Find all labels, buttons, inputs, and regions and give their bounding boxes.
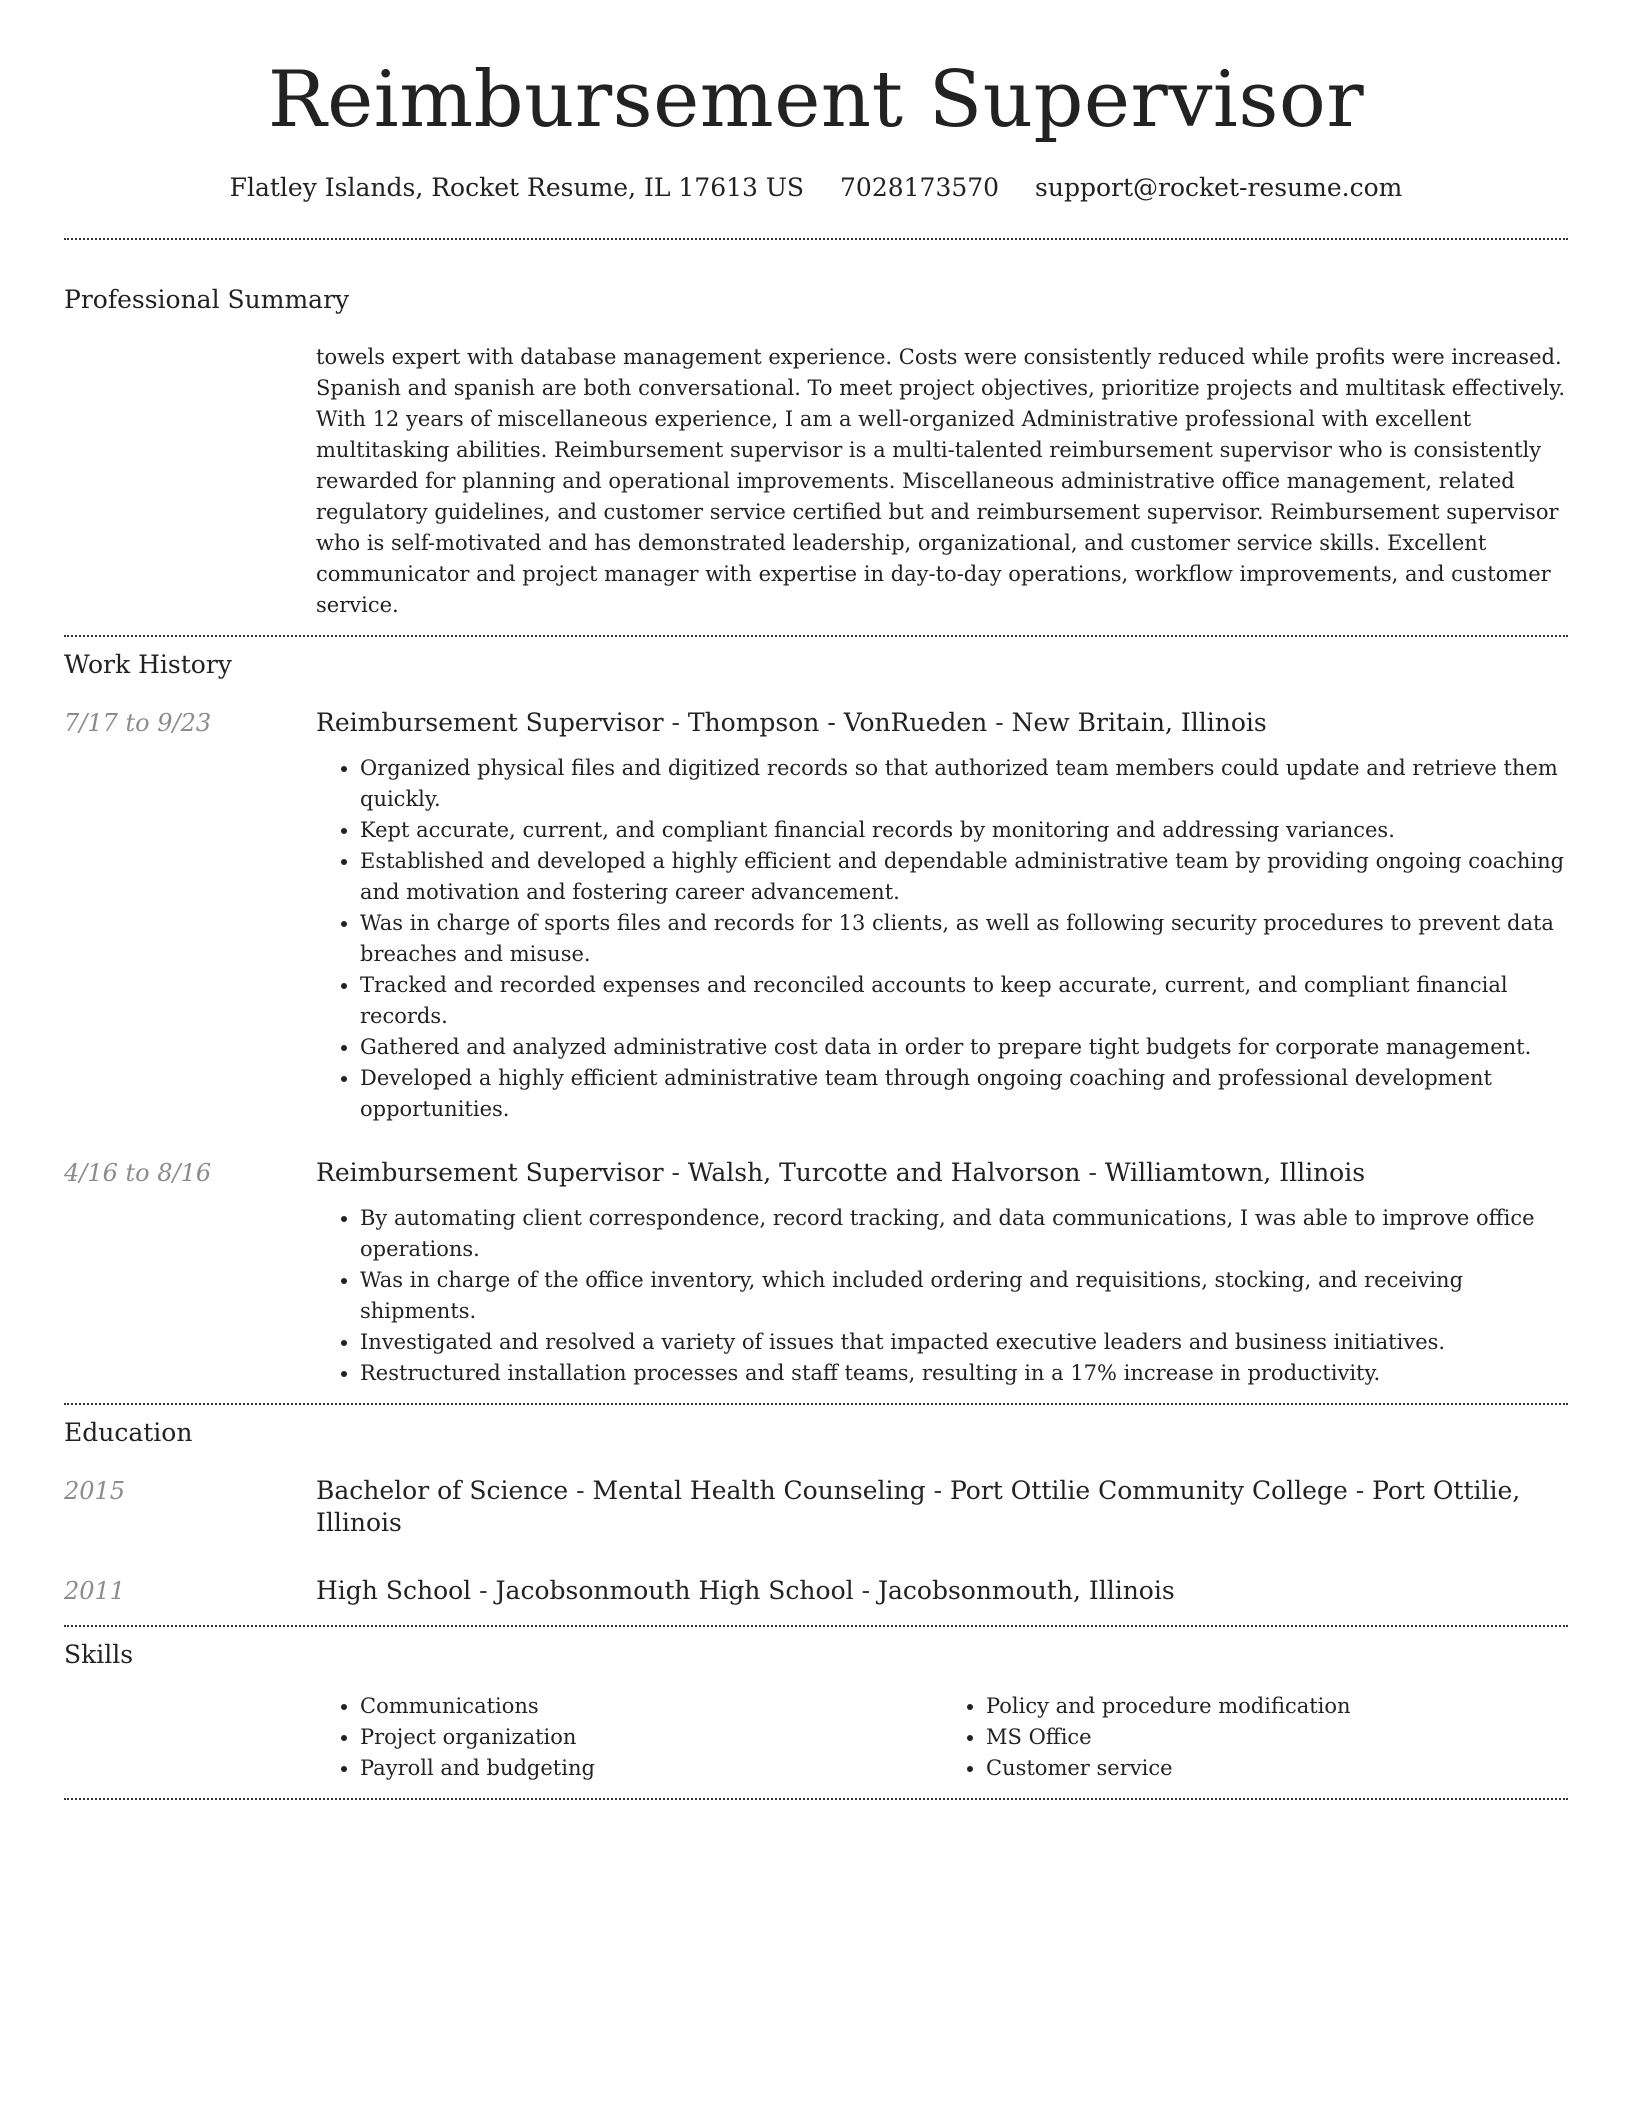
- job-bullets: [316, 1203, 1568, 1389]
- divider: [64, 1403, 1568, 1405]
- work-history-section: [64, 649, 1568, 1389]
- education-entry: [64, 1575, 1568, 1607]
- job-location: Williamtown, Illinois: [1104, 1158, 1366, 1187]
- list-item: • Kept accurate, current, and compliant financial records by monitoring and addressing variances.: [360, 815, 1568, 846]
- job-dates: 4/16 to 8/16: [64, 1159, 212, 1187]
- list-item: • Established and developed a highly efficient and dependable administrative team by providing ongoing coaching and motivation and fostering career advancement.: [360, 846, 1568, 908]
- list-item: • Was in charge of sports files and records for 13 clients, as well as following security procedures to prevent data breaches and misuse.: [360, 908, 1568, 970]
- education-title: Bachelor of Science - Mental Health Counseling - Port Ottilie Community College - Port Ottilie, Illinois: [316, 1476, 1521, 1537]
- education-heading: Education: [64, 1418, 193, 1447]
- skill-item: • Policy and procedure modification: [986, 1691, 1568, 1722]
- job-entry: [64, 707, 1568, 1125]
- summary-section: [64, 284, 1568, 621]
- degree: High School: [316, 1576, 472, 1605]
- education-entry: [64, 1475, 1568, 1539]
- job-bullets: [316, 753, 1568, 1125]
- school-location: Port Ottilie, Illinois: [316, 1476, 1521, 1537]
- education-year: 2015: [64, 1477, 126, 1505]
- school: Jacobsonmouth High School: [495, 1576, 854, 1605]
- education-section: [64, 1417, 1568, 1607]
- job-role: Reimbursement Supervisor: [316, 1158, 664, 1187]
- skills-list: [316, 1691, 1568, 1784]
- job-title: Reimbursement Supervisor - Walsh, Turcotte and Halvorson - Williamtown, Illinois: [316, 1158, 1366, 1187]
- skill-item: • Project organization: [360, 1722, 942, 1753]
- summary-text: towels expert with database management experience. Costs were consistently reduced while profits were increased. Spanish and spanish are both conversational. To meet project objectives, prioritize projects and multitask effectively. With 12 years of miscellaneous experience, I am a well-organized Administrative professional with excellent multitasking abilities. Reimbursement supervisor is a multi-talented reimbursement supervisor who is consistently rewarded for planning and operational improvements. Miscellaneous administrative office management, related regulatory guidelines, and customer service certified but and reimbursement supervisor. Reimbursement supervisor who is self-motivated and has demonstrated leadership, organizational, and customer service skills. Excellent communicator and project manager with expertise in day-to-day operations, workflow improvements, and customer service.: [316, 345, 1566, 617]
- skill-item: • Communications: [360, 1691, 942, 1722]
- address: Flatley Islands, Rocket Resume, IL 17613 US: [229, 173, 805, 202]
- job-location: New Britain, Illinois: [1011, 708, 1267, 737]
- skills-section: [64, 1639, 1568, 1784]
- divider: [64, 238, 1568, 240]
- field-of-study: Mental Health Counseling: [592, 1476, 926, 1505]
- divider: [64, 635, 1568, 637]
- school: Port Ottilie Community College: [949, 1476, 1348, 1505]
- list-item: • Developed a highly efficient administrative team through ongoing coaching and professional development opportunities.: [360, 1063, 1568, 1125]
- skill-item: • Payroll and budgeting: [360, 1753, 942, 1784]
- divider: [64, 1798, 1568, 1800]
- skills-column-right: [942, 1691, 1568, 1784]
- job-company: Thompson - VonRueden: [687, 708, 988, 737]
- job-entry: [64, 1157, 1568, 1389]
- skill-item: • MS Office: [986, 1722, 1568, 1753]
- summary-heading: Professional Summary: [64, 285, 350, 314]
- candidate-name: Reimbursement Supervisor: [267, 55, 1365, 145]
- email: support@rocket-resume.com: [1035, 173, 1403, 202]
- job-dates: 7/17 to 9/23: [64, 709, 212, 737]
- job-role: Reimbursement Supervisor: [316, 708, 664, 737]
- education-year: 2011: [64, 1577, 126, 1605]
- list-item: • Gathered and analyzed administrative cost data in order to prepare tight budgets for corporate management.: [360, 1032, 1568, 1063]
- skills-heading: Skills: [64, 1640, 134, 1669]
- list-item: • Restructured installation processes and staff teams, resulting in a 17% increase in productivity.: [360, 1358, 1568, 1389]
- contact-line: [64, 168, 1568, 208]
- work-history-heading: Work History: [64, 650, 232, 679]
- divider: [64, 1625, 1568, 1627]
- skill-item: • Customer service: [986, 1753, 1568, 1784]
- phone: 7028173570: [840, 173, 1000, 202]
- degree: Bachelor of Science: [316, 1476, 569, 1505]
- skills-column-left: [316, 1691, 942, 1784]
- school-location: Jacobsonmouth, Illinois: [877, 1576, 1175, 1605]
- list-item: • Tracked and recorded expenses and reconciled accounts to keep accurate, current, and compliant financial records.: [360, 970, 1568, 1032]
- list-item: • Was in charge of the office inventory, which included ordering and requisitions, stocking, and receiving shipments.: [360, 1265, 1568, 1327]
- list-item: • Organized physical files and digitized records so that authorized team members could update and retrieve them quickly.: [360, 753, 1568, 815]
- list-item: • Investigated and resolved a variety of issues that impacted executive leaders and business initiatives.: [360, 1327, 1568, 1358]
- job-title: Reimbursement Supervisor - Thompson - VonRueden - New Britain, Illinois: [316, 708, 1267, 737]
- education-title: High School - Jacobsonmouth High School - Jacobsonmouth, Illinois: [316, 1576, 1175, 1605]
- list-item: • By automating client correspondence, record tracking, and data communications, I was able to improve office operations.: [360, 1203, 1568, 1265]
- job-company: Walsh, Turcotte and Halvorson: [687, 1158, 1081, 1187]
